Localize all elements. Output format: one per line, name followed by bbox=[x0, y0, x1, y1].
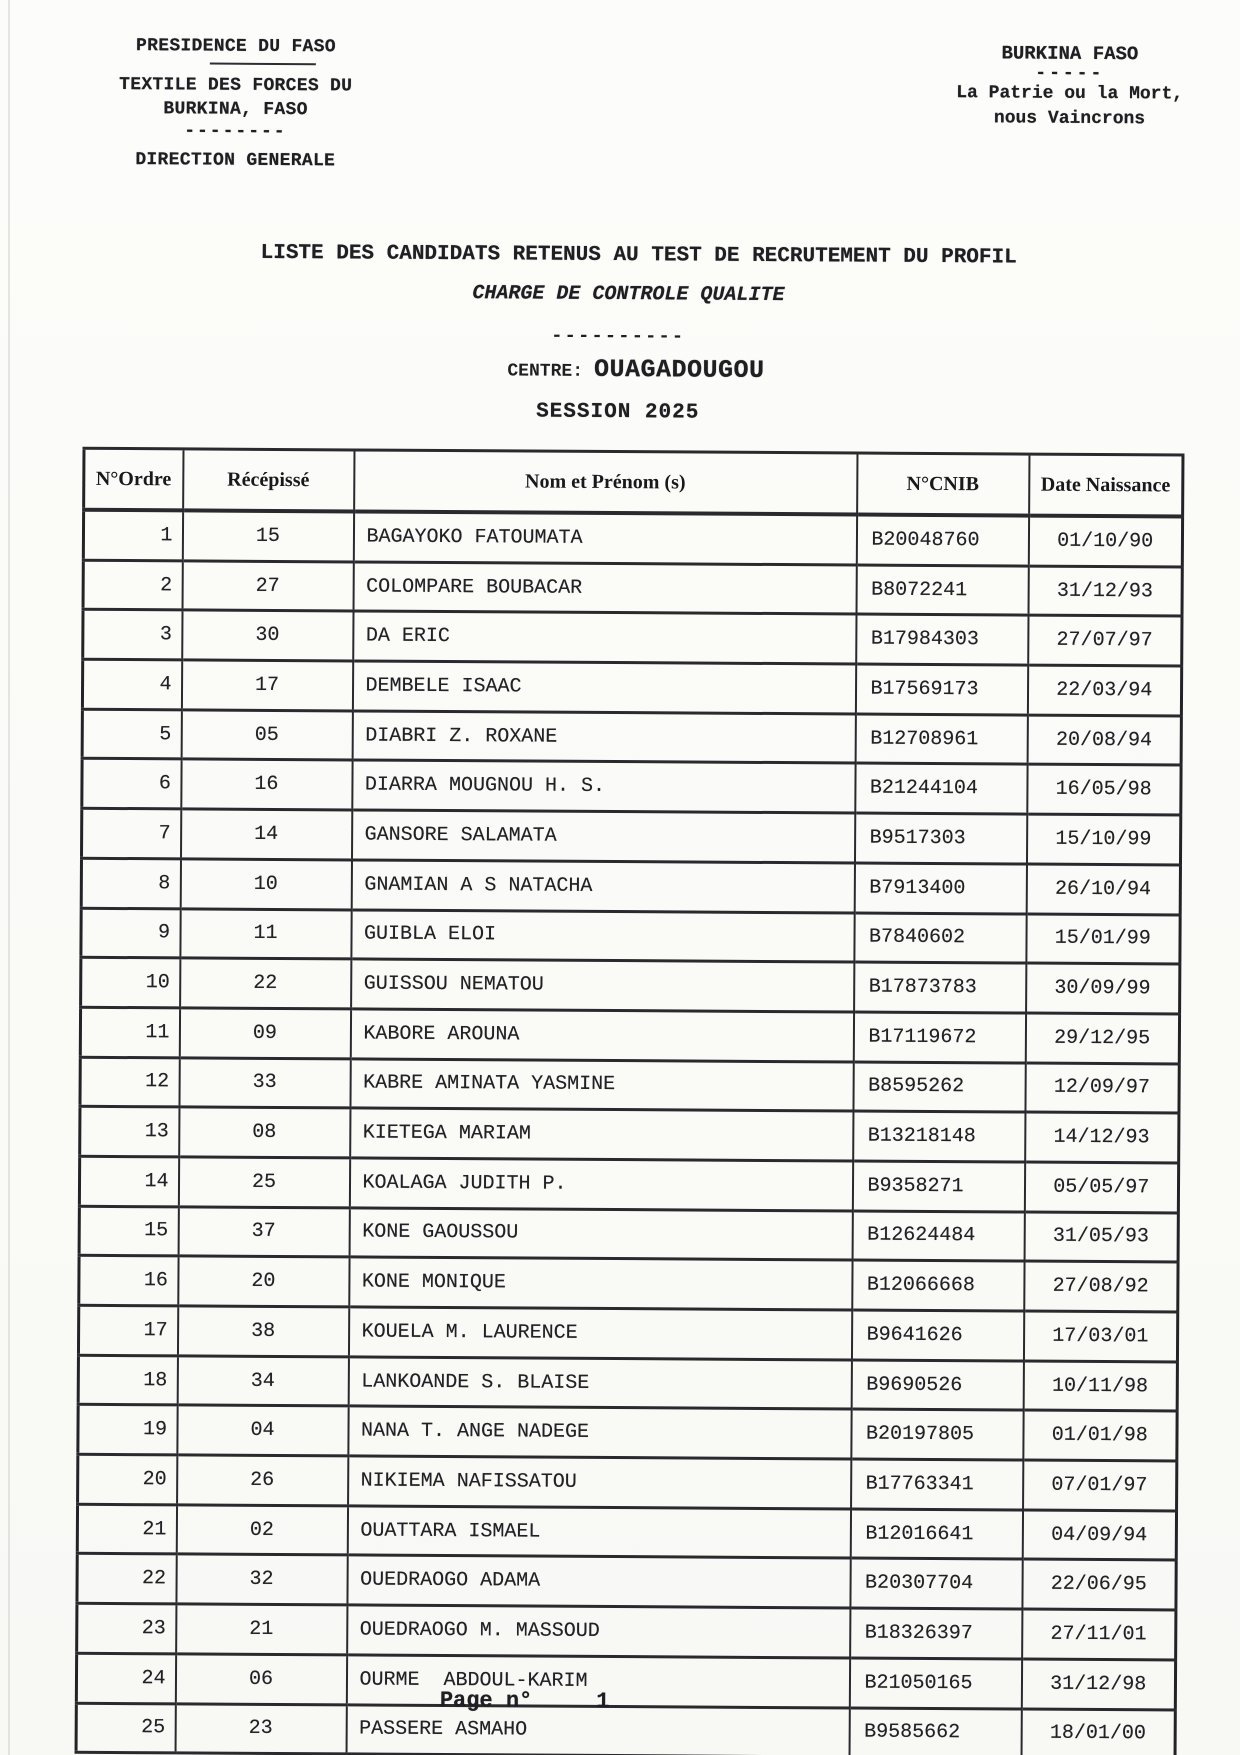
birthdate-cell: 31/05/93 bbox=[1024, 1212, 1178, 1263]
column-header-order: N°Ordre bbox=[84, 448, 183, 510]
birthdate-cell: 10/11/98 bbox=[1023, 1361, 1177, 1412]
receipt-cell: 16 bbox=[181, 759, 352, 810]
receipt-cell: 34 bbox=[177, 1356, 348, 1407]
name-cell: KONE GAOUSSOU bbox=[349, 1208, 852, 1261]
birthdate-cell: 26/10/94 bbox=[1026, 864, 1180, 915]
order-cell: 9 bbox=[81, 908, 180, 958]
cnib-cell: B17873783 bbox=[854, 962, 1026, 1013]
table-row bbox=[79, 1206, 1178, 1262]
receipt-cell: 09 bbox=[179, 1008, 350, 1059]
cnib-cell: B12066668 bbox=[852, 1260, 1024, 1311]
table-row bbox=[77, 1504, 1176, 1560]
table-row bbox=[78, 1405, 1177, 1461]
column-header-cnib: N°CNIB bbox=[857, 453, 1029, 516]
receipt-cell: 05 bbox=[181, 710, 352, 761]
order-cell: 22 bbox=[77, 1554, 176, 1604]
cnib-cell: B7913400 bbox=[854, 863, 1026, 914]
table-row bbox=[82, 808, 1181, 864]
name-cell: GUIBLA ELOI bbox=[351, 909, 854, 962]
order-cell: 3 bbox=[83, 610, 182, 660]
birthdate-cell: 27/11/01 bbox=[1022, 1609, 1176, 1660]
name-cell: OUATTARA ISMAEL bbox=[347, 1506, 850, 1559]
cnib-cell: B20048760 bbox=[856, 515, 1028, 566]
receipt-cell: 22 bbox=[180, 958, 351, 1009]
receipt-cell: 17 bbox=[181, 660, 352, 711]
centre-value: OUAGADOUGOU bbox=[593, 354, 765, 385]
cnib-cell: B17984303 bbox=[856, 614, 1028, 665]
cnib-cell: B17119672 bbox=[853, 1012, 1025, 1063]
document-subtitle: CHARGE DE CONTROLE QUALITE bbox=[472, 282, 785, 308]
table-row bbox=[80, 1057, 1179, 1113]
order-cell: 21 bbox=[77, 1504, 176, 1554]
table-row bbox=[76, 1703, 1175, 1755]
order-cell: 6 bbox=[82, 759, 181, 809]
motto-line-2: nous Vaincrons bbox=[993, 108, 1146, 130]
order-cell: 11 bbox=[80, 1007, 179, 1057]
name-cell: DIABRI Z. ROXANE bbox=[352, 711, 855, 764]
order-cell: 17 bbox=[78, 1305, 177, 1355]
name-cell: KOALAGA JUDITH P. bbox=[349, 1158, 852, 1211]
column-header-birthdate: Date Naissance bbox=[1029, 454, 1183, 516]
cnib-cell: B12624484 bbox=[852, 1211, 1024, 1262]
receipt-cell: 26 bbox=[177, 1455, 348, 1506]
issuing-authority-block bbox=[113, 34, 358, 173]
birthdate-cell: 18/01/00 bbox=[1021, 1709, 1175, 1755]
org-line-2: BURKINA, FASO bbox=[163, 99, 308, 121]
order-cell: 18 bbox=[78, 1355, 177, 1405]
birthdate-cell: 16/05/98 bbox=[1027, 764, 1181, 815]
name-cell: GNAMIAN A S NATACHA bbox=[351, 860, 854, 913]
table-row bbox=[83, 510, 1182, 567]
birthdate-cell: 14/12/93 bbox=[1025, 1112, 1179, 1163]
table-row bbox=[78, 1355, 1177, 1411]
order-cell: 15 bbox=[79, 1206, 178, 1256]
name-cell: NANA T. ANGE NADEGE bbox=[348, 1406, 851, 1459]
centre-line bbox=[16, 351, 1240, 388]
order-cell: 12 bbox=[80, 1057, 179, 1107]
cnib-cell: B12708961 bbox=[855, 714, 1027, 765]
name-cell: DEMBELE ISAAC bbox=[352, 661, 855, 714]
dashed-separator: ---------- bbox=[551, 324, 686, 348]
receipt-cell: 32 bbox=[176, 1554, 347, 1605]
birthdate-cell: 27/07/97 bbox=[1028, 615, 1182, 666]
name-cell: BAGAYOKO FATOUMATA bbox=[353, 511, 856, 564]
receipt-cell: 25 bbox=[178, 1157, 349, 1208]
cnib-cell: B9358271 bbox=[852, 1161, 1024, 1212]
table-row bbox=[83, 560, 1182, 616]
table-row bbox=[81, 908, 1180, 964]
candidates-table bbox=[75, 447, 1185, 1755]
receipt-cell: 06 bbox=[175, 1654, 346, 1705]
name-cell: GUISSOU NEMATOU bbox=[351, 959, 854, 1012]
dashed-separator: ----- bbox=[1035, 63, 1105, 85]
cnib-cell: B18326397 bbox=[850, 1608, 1022, 1659]
name-cell: OURME ABDOUL-KARIM bbox=[346, 1655, 849, 1708]
order-cell: 14 bbox=[79, 1156, 178, 1206]
dashed-separator: -------- bbox=[184, 121, 287, 143]
cnib-cell: B8072241 bbox=[856, 565, 1028, 616]
receipt-cell: 10 bbox=[180, 859, 351, 910]
receipt-cell: 21 bbox=[176, 1604, 347, 1655]
cnib-cell: B9690526 bbox=[851, 1360, 1023, 1411]
cnib-cell: B9641626 bbox=[851, 1310, 1023, 1361]
birthdate-cell: 07/01/97 bbox=[1023, 1460, 1177, 1511]
document-title: LISTE DES CANDIDATS RETENUS AU TEST DE RECRUTEMENT DU PROFIL bbox=[260, 241, 1017, 270]
national-motto-block bbox=[919, 41, 1220, 133]
name-cell: KIETEGA MARIAM bbox=[350, 1108, 853, 1161]
receipt-cell: 15 bbox=[182, 510, 353, 561]
country-name: BURKINA FASO bbox=[1001, 42, 1139, 66]
receipt-cell: 37 bbox=[178, 1207, 349, 1258]
order-cell: 10 bbox=[81, 957, 180, 1007]
receipt-cell: 14 bbox=[181, 809, 352, 860]
table-row bbox=[78, 1454, 1177, 1510]
birthdate-cell: 22/03/94 bbox=[1027, 665, 1181, 716]
name-cell: PASSERE ASMAHO bbox=[346, 1704, 849, 1755]
org-line-1: TEXTILE DES FORCES DU bbox=[119, 74, 353, 97]
session-line: SESSION 2025 bbox=[536, 400, 700, 425]
order-cell: 20 bbox=[78, 1454, 177, 1504]
receipt-cell: 23 bbox=[175, 1703, 346, 1754]
receipt-cell: 27 bbox=[182, 561, 353, 612]
table-row bbox=[79, 1156, 1178, 1212]
cnib-cell: B7840602 bbox=[854, 913, 1026, 964]
cnib-cell: B20197805 bbox=[851, 1409, 1023, 1460]
receipt-cell: 04 bbox=[177, 1405, 348, 1456]
order-cell: 23 bbox=[77, 1603, 176, 1653]
name-cell: KABRE AMINATA YASMINE bbox=[350, 1058, 853, 1111]
table-row bbox=[82, 709, 1181, 765]
name-cell: KONE MONIQUE bbox=[349, 1257, 852, 1310]
birthdate-cell: 29/12/95 bbox=[1025, 1013, 1179, 1064]
table-row bbox=[82, 759, 1181, 815]
page-number: 1 bbox=[596, 1688, 610, 1715]
receipt-cell: 02 bbox=[176, 1505, 347, 1556]
order-cell: 4 bbox=[82, 659, 181, 709]
direction-generale-line: DIRECTION GENERALE bbox=[135, 150, 336, 172]
table-row bbox=[80, 1107, 1179, 1163]
name-cell: DIARRA MOUGNOU H. S. bbox=[352, 760, 855, 813]
receipt-cell: 11 bbox=[180, 908, 351, 959]
name-cell: KABORE AROUNA bbox=[350, 1009, 853, 1062]
order-cell: 1 bbox=[83, 510, 182, 561]
order-cell: 19 bbox=[78, 1405, 177, 1455]
table-row bbox=[82, 659, 1181, 715]
name-cell: OUEDRAOGO ADAMA bbox=[347, 1555, 850, 1608]
centre-label: CENTRE: bbox=[507, 361, 584, 382]
cnib-cell: B9517303 bbox=[854, 813, 1026, 864]
birthdate-cell: 15/10/99 bbox=[1026, 814, 1180, 865]
receipt-cell: 33 bbox=[179, 1057, 350, 1108]
table-row bbox=[78, 1305, 1177, 1361]
table-body bbox=[76, 510, 1183, 1755]
column-header-receipt: Récépissé bbox=[183, 449, 354, 512]
cnib-cell: B8595262 bbox=[853, 1062, 1025, 1113]
order-cell: 5 bbox=[82, 709, 181, 759]
receipt-cell: 38 bbox=[177, 1306, 348, 1357]
presidence-line: PRESIDENCE DU FASO bbox=[135, 36, 336, 58]
cnib-cell: B21050165 bbox=[849, 1658, 1021, 1709]
column-header-name: Nom et Prénom (s) bbox=[354, 450, 857, 515]
order-cell: 25 bbox=[76, 1703, 175, 1753]
divider-line bbox=[210, 63, 316, 66]
cnib-cell: B20307704 bbox=[850, 1558, 1022, 1609]
birthdate-cell: 20/08/94 bbox=[1027, 715, 1181, 766]
table-row bbox=[77, 1554, 1176, 1610]
order-cell: 24 bbox=[76, 1653, 175, 1703]
receipt-cell: 20 bbox=[178, 1256, 349, 1307]
table-header-row bbox=[84, 448, 1183, 516]
birthdate-cell: 22/06/95 bbox=[1022, 1559, 1176, 1610]
name-cell: DA ERIC bbox=[353, 611, 856, 664]
birthdate-cell: 05/05/97 bbox=[1024, 1162, 1178, 1213]
birthdate-cell: 15/01/99 bbox=[1026, 914, 1180, 965]
page-footer bbox=[440, 1688, 610, 1714]
cnib-cell: B21244104 bbox=[855, 763, 1027, 814]
name-cell: GANSORE SALAMATA bbox=[351, 810, 854, 863]
order-cell: 8 bbox=[81, 858, 180, 908]
receipt-cell: 30 bbox=[182, 610, 353, 661]
birthdate-cell: 31/12/98 bbox=[1021, 1659, 1175, 1710]
order-cell: 2 bbox=[83, 560, 182, 610]
name-cell: KOUELA M. LAURENCE bbox=[348, 1307, 851, 1360]
name-cell: LANKOANDE S. BLAISE bbox=[348, 1357, 851, 1410]
table-row bbox=[83, 610, 1182, 666]
motto-line-1: La Patrie ou la Mort, bbox=[956, 83, 1184, 105]
birthdate-cell: 27/08/92 bbox=[1024, 1261, 1178, 1312]
receipt-cell: 08 bbox=[179, 1107, 350, 1158]
table-row bbox=[81, 957, 1180, 1013]
birthdate-cell: 17/03/01 bbox=[1023, 1311, 1177, 1362]
name-cell: COLOMPARE BOUBACAR bbox=[353, 562, 856, 615]
birthdate-cell: 30/09/99 bbox=[1026, 963, 1180, 1014]
cnib-cell: B17569173 bbox=[855, 664, 1027, 715]
table-row bbox=[80, 1007, 1179, 1063]
order-cell: 13 bbox=[80, 1107, 179, 1157]
order-cell: 16 bbox=[79, 1256, 178, 1306]
cnib-cell: B9585662 bbox=[849, 1707, 1021, 1755]
name-cell: OUEDRAOGO M. MASSOUD bbox=[347, 1605, 850, 1658]
birthdate-cell: 12/09/97 bbox=[1025, 1063, 1179, 1114]
name-cell: NIKIEMA NAFISSATOU bbox=[348, 1456, 851, 1509]
birthdate-cell: 04/09/94 bbox=[1022, 1510, 1176, 1561]
cnib-cell: B17763341 bbox=[851, 1459, 1023, 1510]
birthdate-cell: 31/12/93 bbox=[1028, 566, 1182, 617]
table-row bbox=[79, 1256, 1178, 1312]
cnib-cell: B13218148 bbox=[853, 1111, 1025, 1162]
table-row bbox=[81, 858, 1180, 914]
page-label: Page n° bbox=[439, 1687, 533, 1714]
table-row bbox=[76, 1653, 1175, 1709]
birthdate-cell: 01/10/90 bbox=[1028, 516, 1182, 567]
cnib-cell: B12016641 bbox=[850, 1509, 1022, 1560]
order-cell: 7 bbox=[82, 808, 181, 858]
table-row bbox=[77, 1603, 1176, 1659]
birthdate-cell: 01/01/98 bbox=[1023, 1410, 1177, 1461]
